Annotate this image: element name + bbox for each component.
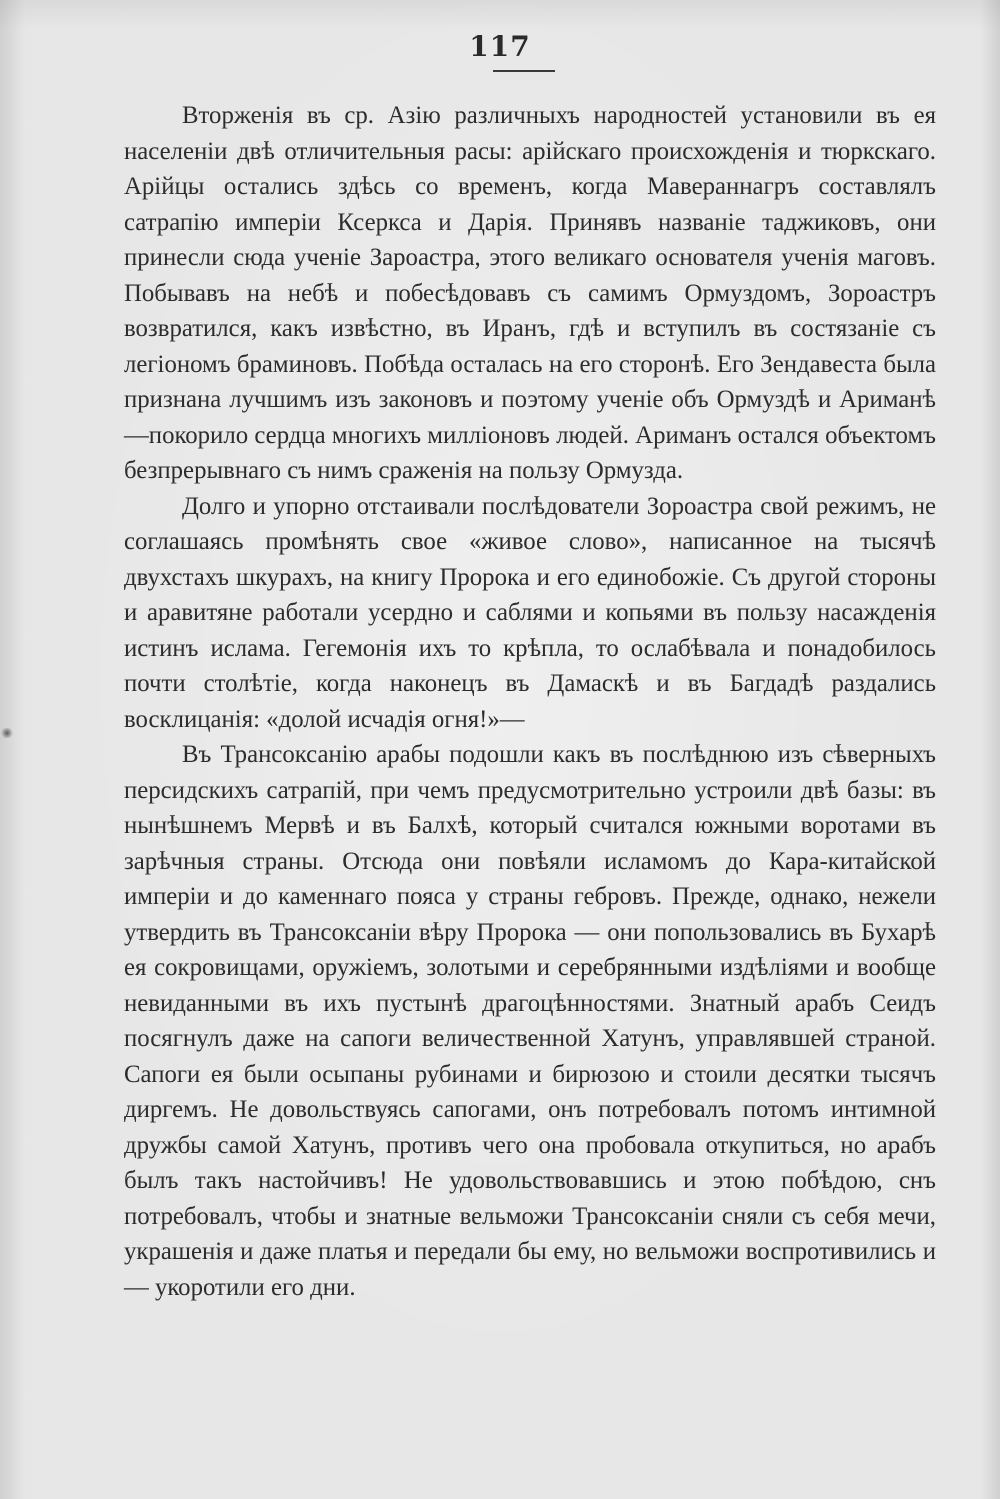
page-edge-blemish (0, 728, 14, 738)
paragraph-1: Вторженія въ ср. Азію различныхъ народностей установили въ ея населеніи двѣ отличительныя расы: арійскаго происхожденія и тюркскаго. Арійцы остались здѣсь со временъ, когда Мавераннагръ составлялъ сатрапію имперіи Ксеркса и Дарія. Принявъ названіе таджиковъ, они принесли сюда ученіе Зароастра, этого великаго основателя ученія маговъ. Побывавъ на небѣ и побесѣдовавъ съ самимъ Ормуздомъ, Зороастръ возвратился, какъ извѣстно, въ Иранъ, гдѣ и вступилъ въ состязаніе съ легіономъ браминовъ. Побѣда осталась на его сторонѣ. Его Зендавеста была признана лучшимъ изъ законовъ и поэтому ученіе объ Ормуздѣ и Ариманѣ—покорило сердца многихъ милліоновъ людей. Ариманъ остался объектомъ безпрерывнаго съ нимъ сраженія на пользу Ормузда. (124, 102, 936, 484)
page-number-underline (493, 70, 555, 72)
paragraph-2: Долго и упорно отстаивали послѣдователи Зороастра свой режимъ, не соглашаясь промѣнять свое «живое слово», написанное на тысячѣ двухстахъ шкурахъ, на книгу Пророка и его единобожіе. Съ другой стороны и аравитяне работали усердно и саблями и копьями въ пользу насажденія истинъ ислама. Гегемонія ихъ то крѣпла, то ослабѣвала и понадобилось почти столѣтіе, когда наконецъ въ Дамаскѣ и въ Багдадѣ раздались восклицанія: «долой исчадія огня!»— (124, 492, 936, 733)
paragraph-3: Въ Трансоксанію арабы подошли какъ въ послѣднюю изъ сѣверныхъ персидскихъ сатрапій, при чемъ предусмотрительно устроили двѣ базы: въ нынѣшнемъ Мервѣ и въ Балхѣ, который считался южными воротами въ зарѣчныя страны. Отсюда они повѣяли исламомъ до Кара-китайской имперіи и до каменнаго пояса у страны гебровъ. Прежде, однако, нежели утвердить въ Трансоксаніи вѣру Пророка — они попользовались въ Бухарѣ ея сокровищами, оружіемъ, золотыми и серебрянными издѣліями и вообще невиданными въ ихъ пустынѣ драгоцѣнностями. Знатный арабъ Сеидъ посягнулъ даже на сапоги величественной Хатунъ, управлявшей страной. Сапоги ея были осыпаны рубинами и бирюзою и стоили десятки тысячъ диргемъ. Не довольствуясь сапогами, онъ потребовалъ потомъ интимной дружбы самой Хатунъ, противъ чего она пробовала откупиться, но арабъ былъ такъ настойчивъ! Не удовольствовавшись и этою побѣдою, снъ потребовалъ, чтобы и знатные вельможи Трансоксаніи сняли съ себя мечи, украшенія и даже платья и передали бы ему, но вельможи воспротивились и— укоротили его дни. (124, 741, 936, 1301)
body-text (124, 98, 936, 1305)
page-number: 117 (469, 30, 531, 63)
